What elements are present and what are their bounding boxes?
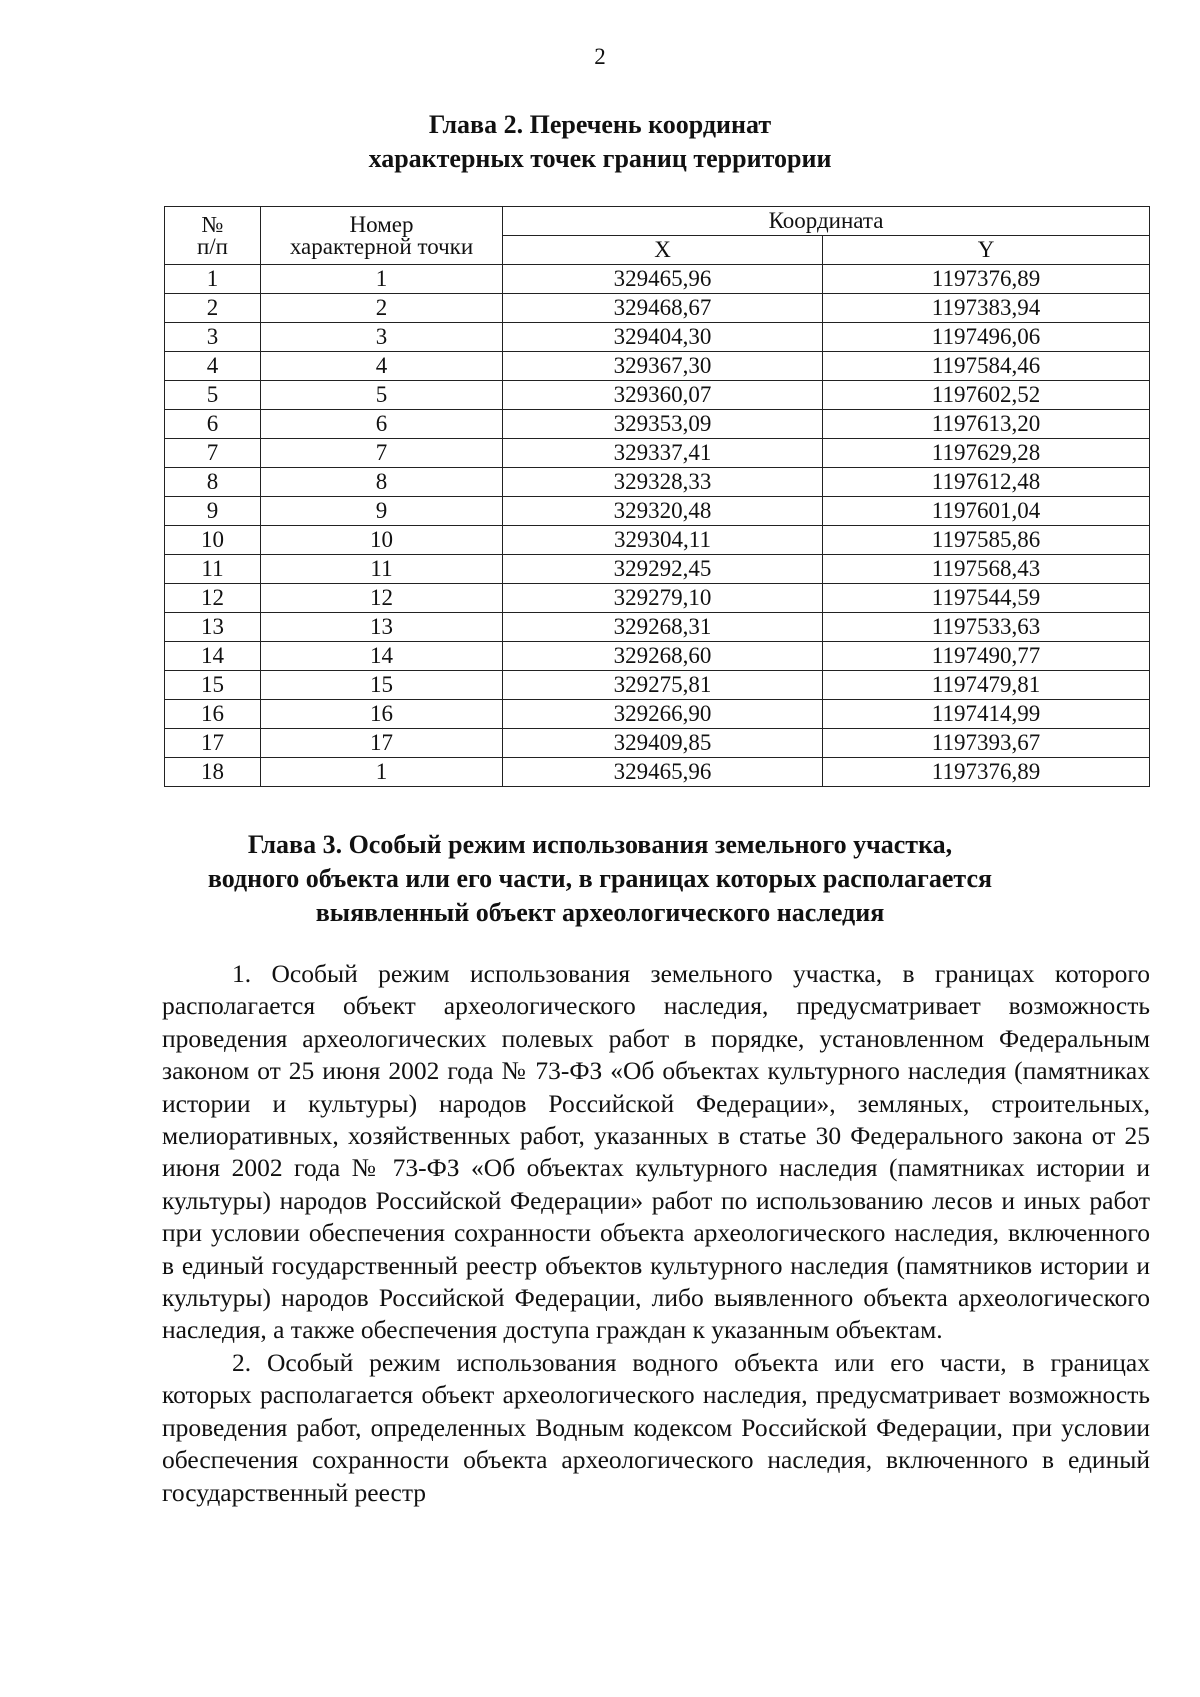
cell-point-number: 10 (261, 526, 503, 555)
table-row (165, 294, 1150, 323)
cell-row-number: 1 (165, 265, 261, 294)
cell-row-number: 17 (165, 729, 261, 758)
cell-y: 1197383,94 (823, 294, 1150, 323)
table-row (165, 381, 1150, 410)
cell-row-number: 14 (165, 642, 261, 671)
cell-row-number: 8 (165, 468, 261, 497)
header-x: X (503, 236, 823, 265)
chapter-3-body (162, 958, 1150, 1509)
cell-point-number: 4 (261, 352, 503, 381)
cell-x: 329465,96 (503, 758, 823, 787)
cell-point-number: 14 (261, 642, 503, 671)
cell-row-number: 10 (165, 526, 261, 555)
cell-point-number: 7 (261, 439, 503, 468)
header-point-line1: Номер (349, 211, 414, 237)
cell-x: 329360,07 (503, 381, 823, 410)
cell-y: 1197601,04 (823, 497, 1150, 526)
cell-x: 329275,81 (503, 671, 823, 700)
cell-point-number: 2 (261, 294, 503, 323)
cell-x: 329468,67 (503, 294, 823, 323)
cell-row-number: 16 (165, 700, 261, 729)
cell-row-number: 7 (165, 439, 261, 468)
cell-x: 329268,31 (503, 613, 823, 642)
chapter-3-title (0, 828, 1200, 930)
cell-y: 1197584,46 (823, 352, 1150, 381)
cell-y: 1197544,59 (823, 584, 1150, 613)
header-point-line2: характерной точки (289, 233, 474, 259)
cell-y: 1197414,99 (823, 700, 1150, 729)
cell-row-number: 6 (165, 410, 261, 439)
cell-y: 1197602,52 (823, 381, 1150, 410)
paragraph: 2. Особый режим использования водного объекта или его части, в границах которых располагается объект археологического наследия, предусматривает возможность проведения работ, определенных Водным кодексом Российской Федерации, при условии обеспечения сохранности объекта археологического наследия, включенного в единый государственный реестр (162, 1347, 1150, 1507)
chapter-3-title-line: выявленный объект археологического наследия (315, 898, 885, 927)
cell-point-number: 1 (261, 265, 503, 294)
header-coordinate: Координата (503, 207, 1150, 236)
table-row (165, 642, 1150, 671)
cell-y: 1197496,06 (823, 323, 1150, 352)
cell-point-number: 15 (261, 671, 503, 700)
page-number: 2 (594, 44, 606, 69)
cell-row-number: 11 (165, 555, 261, 584)
cell-y: 1197376,89 (823, 265, 1150, 294)
cell-y: 1197629,28 (823, 439, 1150, 468)
cell-point-number: 6 (261, 410, 503, 439)
chapter-2-title (0, 108, 1200, 176)
table-row (165, 613, 1150, 642)
cell-point-number: 1 (261, 758, 503, 787)
header-point (261, 207, 503, 265)
cell-y: 1197479,81 (823, 671, 1150, 700)
cell-row-number: 15 (165, 671, 261, 700)
cell-x: 329404,30 (503, 323, 823, 352)
cell-row-number: 4 (165, 352, 261, 381)
cell-point-number: 5 (261, 381, 503, 410)
cell-point-number: 17 (261, 729, 503, 758)
cell-row-number: 12 (165, 584, 261, 613)
cell-y: 1197585,86 (823, 526, 1150, 555)
header-number-line1: № (201, 211, 224, 237)
cell-x: 329353,09 (503, 410, 823, 439)
chapter-3-title-line: Глава 3. Особый режим использования земельного участка, (247, 830, 953, 859)
table-row (165, 555, 1150, 584)
chapter-2-title-line: Глава 2. Перечень координат (428, 110, 772, 139)
cell-x: 329304,11 (503, 526, 823, 555)
chapter-3-title-line: водного объекта или его части, в границах которых располагается (207, 864, 993, 893)
cell-y: 1197568,43 (823, 555, 1150, 584)
paragraph: 1. Особый режим использования земельного участка, в границах которого располагается объект археологического наследия, предусматривает возможность проведения археологических полевых работ в порядке, установленном Федеральным законом от 25 июня 2002 года № 73-ФЗ «Об объектах культурного наследия (памятниках истории и культуры) народов Российской Федерации», земляных, строительных, мелиоративных, хозяйственных работ, указанных в статье 30 Федерального закона от 25 июня 2002 года № 73-ФЗ «Об объектах культурного наследия (памятниках истории и культуры) народов Российской Федерации» работ по использованию лесов и иных работ при условии обеспечения сохранности объекта археологического наследия, включенного в единый государственный реестр объектов культурного наследия (памятников истории и культуры) народов Российской Федерации, либо выявленного объекта археологического наследия, а также обеспечения доступа граждан к указанным объектам. (162, 959, 1150, 1345)
cell-point-number: 11 (261, 555, 503, 584)
table-row (165, 323, 1150, 352)
table-row (165, 410, 1150, 439)
cell-row-number: 18 (165, 758, 261, 787)
chapter-2-title-line: характерных точек границ территории (368, 144, 832, 173)
cell-row-number: 9 (165, 497, 261, 526)
cell-x: 329292,45 (503, 555, 823, 584)
cell-point-number: 16 (261, 700, 503, 729)
cell-x: 329266,90 (503, 700, 823, 729)
cell-row-number: 2 (165, 294, 261, 323)
cell-point-number: 8 (261, 468, 503, 497)
cell-y: 1197393,67 (823, 729, 1150, 758)
cell-point-number: 9 (261, 497, 503, 526)
table-row (165, 439, 1150, 468)
cell-y: 1197533,63 (823, 613, 1150, 642)
cell-y: 1197613,20 (823, 410, 1150, 439)
table-row (165, 584, 1150, 613)
cell-point-number: 12 (261, 584, 503, 613)
cell-x: 329328,33 (503, 468, 823, 497)
cell-row-number: 13 (165, 613, 261, 642)
table-row (165, 352, 1150, 381)
table-row (165, 265, 1150, 294)
cell-x: 329337,41 (503, 439, 823, 468)
cell-y: 1197376,89 (823, 758, 1150, 787)
table-row (165, 468, 1150, 497)
cell-x: 329465,96 (503, 265, 823, 294)
cell-y: 1197612,48 (823, 468, 1150, 497)
header-number (165, 207, 261, 265)
coordinates-table (164, 206, 1150, 787)
cell-point-number: 3 (261, 323, 503, 352)
cell-x: 329367,30 (503, 352, 823, 381)
cell-x: 329409,85 (503, 729, 823, 758)
table-row (165, 671, 1150, 700)
cell-x: 329279,10 (503, 584, 823, 613)
header-number-line2: п/п (196, 233, 228, 259)
header-y: Y (823, 236, 1150, 265)
table-row (165, 497, 1150, 526)
cell-point-number: 13 (261, 613, 503, 642)
table-row (165, 729, 1150, 758)
cell-x: 329320,48 (503, 497, 823, 526)
table-row (165, 526, 1150, 555)
cell-y: 1197490,77 (823, 642, 1150, 671)
cell-row-number: 5 (165, 381, 261, 410)
table-row (165, 700, 1150, 729)
cell-x: 329268,60 (503, 642, 823, 671)
coordinates-table-body (165, 265, 1150, 787)
cell-row-number: 3 (165, 323, 261, 352)
table-row (165, 758, 1150, 787)
